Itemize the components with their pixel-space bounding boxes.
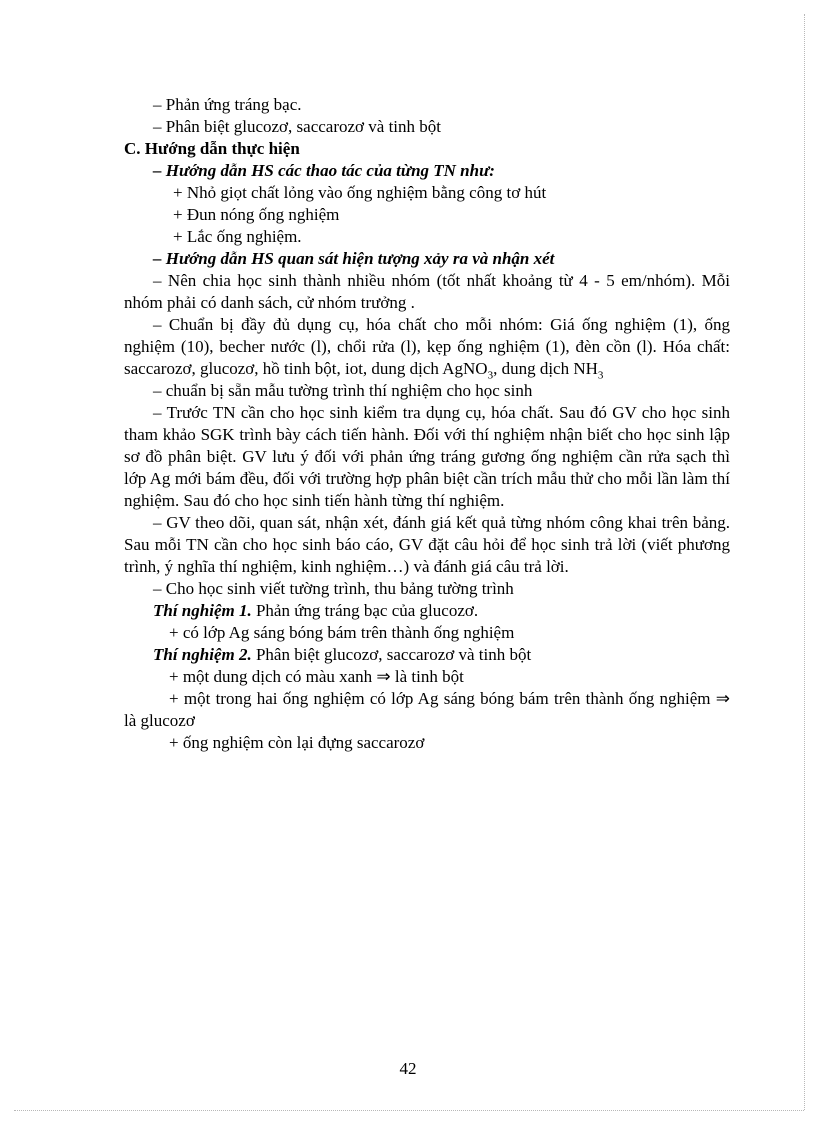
experiment-line xyxy=(124,600,730,622)
page-border-bottom xyxy=(14,1110,804,1111)
text-line: – Phản ứng tráng bạc. xyxy=(153,95,302,114)
paragraph: – chuẩn bị sẵn mẫu tường trình thí nghiệm cho học sinh xyxy=(153,381,533,400)
bullet-item: + ống nghiệm còn lại đựng saccarozơ xyxy=(169,733,425,752)
bullet-item: + một dung dịch có màu xanh ⇒ là tinh bột xyxy=(169,667,464,686)
paragraph xyxy=(124,314,730,380)
experiment-label: Thí nghiệm 2. xyxy=(153,645,252,664)
experiment-title: Phản ứng tráng bạc của glucozơ. xyxy=(251,601,479,620)
paragraph: – Nên chia học sinh thành nhiều nhóm (tốt nhất khoảng từ 4 - 5 em/nhóm). Mỗi nhóm phải có danh sách, cử nhóm trưởng . xyxy=(124,271,730,312)
experiment-title: Phân biệt glucozơ, saccarozơ và tinh bột xyxy=(251,645,532,664)
text-line: – Phân biệt glucozơ, saccarozơ và tinh bột xyxy=(153,117,442,136)
paragraph: – Cho học sinh viết tường trình, thu bảng tường trình xyxy=(153,579,514,598)
paragraph: – GV theo dõi, quan sát, nhận xét, đánh giá kết quả từng nhóm công khai trên bảng. Sau mỗi TN cần cho học sinh báo cáo, GV đặt câu hỏi để học sinh trả lời (viết phương trình, ý nghĩa thí nghiệm, kinh nghiệm…) và đánh giá câu trả lời. xyxy=(124,513,730,576)
experiment-label: Thí nghiệm 1. xyxy=(153,601,252,620)
bullet-item: + có lớp Ag sáng bóng bám trên thành ống nghiệm xyxy=(169,623,515,642)
paragraph: – Trước TN cần cho học sinh kiểm tra dụng cụ, hóa chất. Sau đó GV cho học sinh tham khảo SGK trình bày cách tiến hành. Đối với thí nghiệm nhận biết cho học sinh lập sơ đồ phân biệt. GV lưu ý đối với phản ứng tráng gương ống nghiệm cần rửa sạch thì lớp Ag mới bám đều, đối với trường hợp phân biệt cần trích mẫu thử cho mỗi lần làm thí nghiệm. Sau đó cho học sinh tiến hành từng thí nghiệm. xyxy=(124,403,730,510)
section-heading: C. Hướng dẫn thực hiện xyxy=(124,139,300,158)
page-number: 42 xyxy=(399,1059,417,1078)
subscript: 3 xyxy=(597,369,604,382)
page-border-right xyxy=(804,14,805,1110)
paragraph-text: – Chuẩn bị đầy đủ dụng cụ, hóa chất cho mỗi nhóm: Giá ống nghiệm (1), ống nghiệm (10), becher nước (l), chổi rửa (l), kẹp ống nghiệm (1), đèn cồn (l). Hóa chất: saccarozơ, glucozơ, hồ tinh bột, iot, dung dịch AgNO xyxy=(124,315,730,378)
subscript: 3 xyxy=(487,369,494,382)
experiment-line xyxy=(124,644,730,666)
bullet-item: + Lắc ống nghiệm. xyxy=(173,227,302,246)
paragraph-text: , dung dịch NH xyxy=(493,359,598,378)
bullet-item: + Đun nóng ống nghiệm xyxy=(173,205,340,224)
document-body xyxy=(124,94,730,754)
subheading: – Hướng dẫn HS các thao tác của từng TN như: xyxy=(153,161,495,180)
subheading: – Hướng dẫn HS quan sát hiện tượng xảy ra và nhận xét xyxy=(153,249,555,268)
bullet-item: + Nhỏ giọt chất lỏng vào ống nghiệm bằng công tơ hút xyxy=(173,183,547,202)
bullet-item: + một trong hai ống nghiệm có lớp Ag sáng bóng bám trên thành ống nghiệm ⇒ là glucozơ xyxy=(124,689,730,730)
